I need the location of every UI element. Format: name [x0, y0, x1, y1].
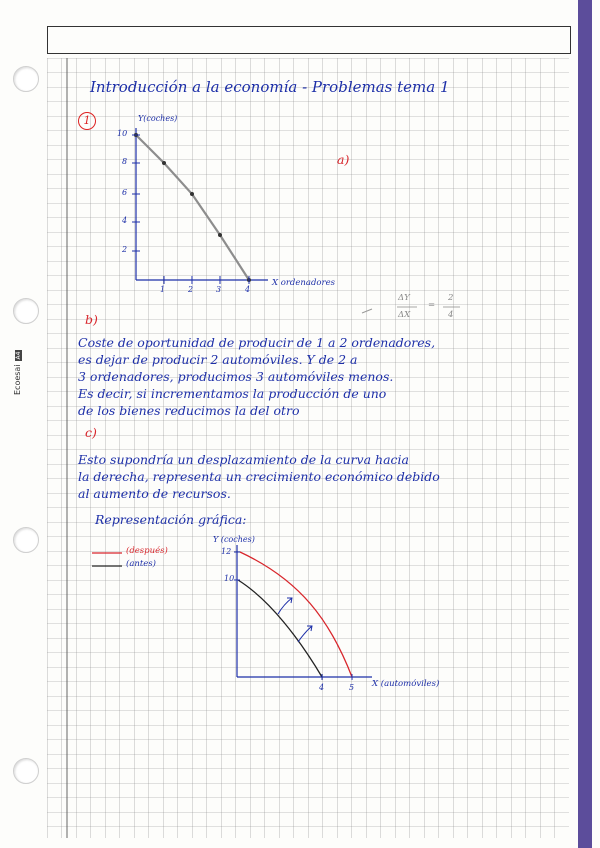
- page-title: Introducción a la economía - Problemas tema 1: [90, 78, 450, 96]
- paragraph-c-line: al aumento de recursos.: [78, 486, 231, 501]
- graph2-y-label: Y (coches): [213, 535, 255, 544]
- formula-num-right: 2: [448, 293, 454, 303]
- graph2-y-tick: 12: [221, 547, 232, 556]
- legend-before-label: (antes): [126, 559, 156, 569]
- graph2-x-tick: 4: [319, 683, 325, 692]
- part-b-label: b): [85, 312, 98, 327]
- paragraph-b-line: 3 ordenadores, producimos 3 automóviles menos.: [78, 369, 394, 384]
- shift-arrow: [278, 598, 292, 614]
- legend-after-label: (después): [126, 546, 168, 556]
- graph1-y-tick: 10: [117, 129, 128, 138]
- graph1-y-tick: 2: [122, 245, 128, 254]
- graph1-x-tick: 3: [216, 285, 222, 294]
- graph2-heading: Representación gráfica:: [95, 512, 247, 527]
- graph1-y-tick: 8: [122, 157, 128, 166]
- shift-arrow: [298, 626, 312, 642]
- graph1-x-label: X ordenadores: [272, 278, 335, 288]
- part-c-label: c): [85, 425, 97, 440]
- paragraph-b-line: Coste de oportunidad de producir de 1 a 2 ordenadores,: [78, 335, 436, 350]
- graph1-y-tick: 4: [122, 216, 128, 225]
- paragraph-b-line: de los bienes reducimos la del otro: [78, 403, 300, 418]
- graph1-x-tick: 1: [160, 285, 166, 294]
- graph2-y-tick: 10: [224, 574, 235, 583]
- graph1-y-label: Y(coches): [138, 114, 178, 123]
- paragraph-c-line: Esto supondría un desplazamiento de la curva hacia: [78, 452, 409, 467]
- exercise-number: 1: [78, 112, 96, 130]
- part-a-label: a): [337, 152, 350, 167]
- graph1-x-tick: 2: [188, 285, 194, 294]
- paragraph-c-line: la derecha, representa un crecimiento económico debido: [78, 469, 440, 484]
- formula-den-left: ΔX: [398, 310, 411, 320]
- curve-after: [240, 552, 352, 677]
- graph2-x-tick: 5: [349, 683, 355, 692]
- brand-tag: A4: [15, 351, 22, 360]
- formula-equals: =: [428, 300, 436, 310]
- paragraph-b-line: es dejar de producir 2 automóviles. Y de 2 a: [78, 352, 358, 367]
- graph1-x-tick: 4: [245, 285, 251, 294]
- brand-name: Ecoesai: [13, 364, 22, 395]
- paragraph-b-line: Es decir, si incrementamos la producción de uno: [78, 386, 387, 401]
- graph2-x-label: X (automóviles): [372, 679, 440, 689]
- formula-den-right: 4: [448, 310, 454, 320]
- formula-num-left: ΔY: [398, 293, 410, 303]
- graph1-y-tick: 6: [122, 188, 128, 197]
